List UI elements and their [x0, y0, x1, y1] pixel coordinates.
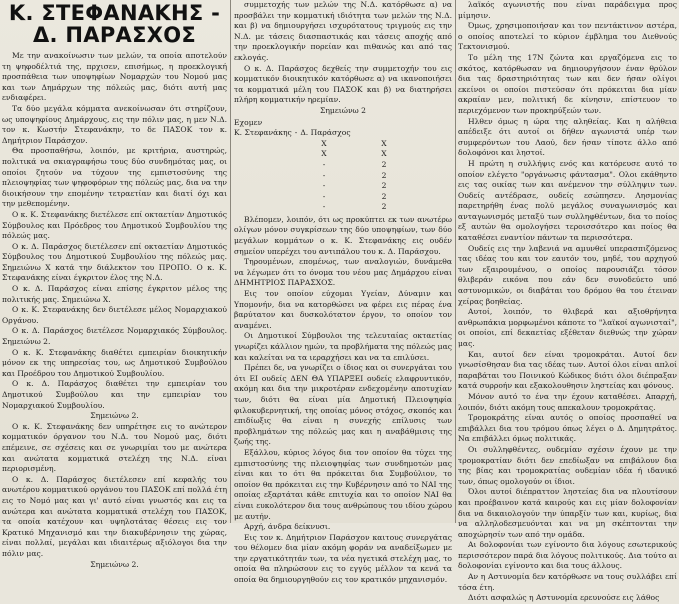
score-cell: -: [322, 170, 326, 180]
paragraph: Βλέπομεν, λοιπόν, ότι ως προκύπτει εκ των ανωτέρω ολίγων μόνον συγκρίσεων της δύο υποψηφίων, των δύο μεγάλων κομμάτων ο κ. Κ. Στεφανάκης εις ουδέν σημείον υπερέχει του αντιπάλου του κ. Δ. Παράσχου.: [234, 214, 452, 256]
score-cell: [234, 139, 294, 150]
score-header-dash: -: [294, 128, 298, 138]
score-cell: Χ: [321, 138, 327, 148]
score-cell: 2: [381, 159, 387, 169]
paragraph: Όμως, χρησιμοποιήσαν και τον πεντάκτινον αστέρα, ο οποίος αποτελεί το κύριον έμβλημα του Διεθνούς Τεκτονισμού.: [458, 21, 677, 52]
score-header-stefanakis: Κ. Στεφανάκης: [234, 128, 292, 138]
score-cell: Χ: [321, 149, 327, 159]
article-column-3: [458, 0, 677, 603]
paragraph: Εξάλλου, κύριος λόγος δια τον οποίον θα τύχει της εμπιστοσύνης της πλειοψηφίας των συνδημοτών μας είναι και το ότι θα πρόκειται δια Συμβούλιον, το οποίον θα πρόκειται εις την Κυβέρνησιν από το ΝΑΙ της οποίας εξαρτάται κάθε επιτυχία και το οποίον ΝΑΙ θα είναι ευκολότερον δια τους ανθρώπους του ιδίου χώρου με αυτήν.: [234, 447, 452, 521]
score-cell: -: [322, 159, 326, 169]
paragraph: Μόνον αυτό το ένα την έχουν καταθέσει. Απαρχή, λοιπόν, διότι ακόμη τους απεκαλουν τρομοκράτας.: [458, 391, 677, 412]
paragraph: Όλοι αυτοί διέπραττον ληστείας δια να πλουτίσουν και προέβαινον κατά καιρούς και εις μίαν δολοφονίαν δια να δικαιολογούν την ύπαρξίν των και, κυρίως, δια να αλληλοδεσμευόνται και να μη σκέπτονται την αποχώρησίν των από την ομάδα.: [458, 487, 677, 539]
paragraph: Πρέπει δε, να γνωρίζει ο ίδιος και οι συνεργάται του ότι ΕΙ ουδείς ΔΕΝ ΘΑ ΥΠΑΡΞΕΙ ουδείς ελαφρυντικόν, ακόμη και δια την μικροτέραν ενδεχομένην αποτυχίαν των, διότι θα είναι μία Δημοτική Πλειοψηφία φιλοκυβερνητική, της οποίας μόνος στόχος, σκοπός και επιδίωξις θα είναι η συνεχής επίλυσις των προβλημάτων της πόλεώς μας και η αναβάθμισις της ζωής της.: [234, 363, 452, 447]
paragraph: Ο κ. Δ. Παράσχος διετέλεσεν επί οκταετίαν Δημοτικός Σύμβουλος του Δημοτικού Συμβουλίου της πόλεώς μας. Σημειώνω Χ κατά την διάλεκτον του ΠΡΟΠΟ. Ο κ. Κ. Στεφανάκης είναι έγκριτον έλος της Ν.Δ.: [2, 241, 227, 283]
score-cell: [234, 181, 294, 192]
score-row: [234, 149, 452, 160]
paragraph: Σημειώνω 2.: [90, 411, 139, 421]
score-intro: Εχομεν: [234, 117, 263, 127]
column-divider: [230, 0, 231, 523]
paragraph: Αυτοί, λοιπόν, το θλιβερά και αξιοθρήνητα ανθρωπάκια μορφωμένοι κάποτε το "λαϊκοί αγωνισταί", οι οποίοι, επί δεκαετίας εξέθεταν διεθνώς την χώραν μας.: [458, 307, 677, 348]
paragraph: Οι συλληφθέντες, ουδεμίαν σχέσιν έχουν με την τρομοκρατίαν διότι δεν επεδίωξαν να επιβάλουν δια της βίας και τρομοκρατίας ουδεμίαν ιδέα ή ιδανικό των, όπως ομολογούν οι ίδιοι.: [458, 444, 677, 486]
paragraph: Ο κ. Δ. Παράσχος δεχθείς την συμμετοχήν του εις κομματικόν διοικητικόν κατόρθωσε α) να ικανοποιήσει τα κομματικά μέλη του ΠΑΣΟΚ και β) να διατηρήσει πλήρη κομματικήν ηρεμίαν.: [234, 63, 452, 105]
column-2-body-top: [234, 0, 452, 117]
paragraph: Τηρουμένων, επομένως, των αναλογιών, δυνάμεθα να λέγωμεν ότι το όνομα του νέου μας Δημάρχου είναι ΔΗΜΗΤΡΙΟΣ ΠΑΡΑΣΧΟΣ.: [234, 257, 452, 288]
headline-line-2: Δ. ΠΑΡΑΣΧΟΣ: [32, 23, 197, 47]
headline: [2, 2, 227, 46]
score-cell: 2: [381, 202, 387, 212]
score-cell: -: [322, 191, 326, 201]
score-rows: [234, 139, 452, 213]
score-cell: [234, 202, 294, 213]
paragraph: Ο κ. Δ. Παράσχος διαθέτει την εμπειρίαν του Δημοτικού Συμβούλου και την εμπειρίαν του Νομαρχιακού Συμβουλίου.: [2, 379, 227, 410]
score-cell: 2: [381, 191, 387, 201]
column-divider: [455, 0, 456, 523]
paragraph: Αι δολοφονίαι των εγίνοντο δια λόγους εσωτερικούς περισσότερον παρά δια λόγους πολιτικούς. Δια τούτο αι δολοφονίαι εγίνοντο και δια τους άλλους.: [458, 540, 677, 571]
paragraph: Τρομοκράτης είναι αυτός ο οποίος προσπαθεί να επιβάλλει δια του τρόμου όπως λέγει ο Δ. Δημητράτος. Να επιβάλλει όμως πολιτικάς.: [458, 413, 677, 444]
paragraph: Το μέλη της 17Ν ζώντα και εργαζόμενα εις το σκότος, κατόρθωσαν να δημιουργήσουν έναν θρύλον δια τας δραστηριότητας των και δεν ήσαν ολίγοι εκείνοι οι οποίοι πιστεύσαν ότι πρόκειται δια μίαν ακραίαν μεν, πολιτική δε κίνησιν, επίστευον το περιεχόμενον των προκηρύξεών των.: [458, 52, 677, 115]
score-header-paraschos: Δ. Παράσχος: [300, 128, 351, 138]
paragraph: Ο κ. Κ. Στεφανάκης δεν υπηρέτησε εις το ανώτερον κομματικόν όργανον του Ν.Δ. του Νομού μας, διότι επέμεινε, σε σχέσεις και σε γνωριμίαι του με ανώτερα και ανώτατα κομματικά στελέχη της Ν.Δ. είναι περιορισμένη.: [2, 421, 227, 474]
score-row: [234, 181, 452, 192]
paragraph: Θα προσπαθήσω, λοιπόν, με κριτήρια, αυστηρώς, πολιτικά να σκιαγραφήσω τους δύο συνδημότας μας, οι οποίοι ζητούν να τύχουν της εμπιστοσύνης της πλειοψηφίας των ψηφοφόρων της πόλεώς μας, δια να την διοικήσουν την επομένην τετραετίαν και διατί όχι και την μεθεπομένην.: [2, 146, 227, 209]
paragraph: Ο κ. Κ. Στεφανάκης δεν διετέλεσε μέλος Νομαρχιακού Οργάνου.: [2, 305, 227, 325]
headline-line-1: Κ. ΣΤΕΦΑΝΑΚΗΣ -: [8, 1, 221, 25]
score-cell: Χ: [381, 149, 387, 159]
article-column-1: [2, 0, 227, 569]
score-cell: [234, 149, 294, 160]
score-cell: -: [322, 202, 326, 212]
score-cell: 2: [381, 181, 387, 191]
paragraph: Η πρώτη η συλλήψις ενός και κατόρευσε αυτό το οποίον ελέγετο "οργάνωσις φάντασμα". Ολοι εκάθηντο εις τας οικίας των και ανέμενον την σύλληψιν των. Ουδείς αντέδρασε, ουδείς εσώπησεν. Λησμονίας παρετηρήθη ένας πολύ μεγάλος συναγωνισμός και ανταγωνισμός μεταξύ των συλληφθέντων, δια το ποίος εξ αυτών θα ομολογήσει τεροισσότερο και ποίος θα καταθέσει εναντίον πάντων τα περισσότερα.: [458, 158, 677, 243]
paragraph: Σημειώνω 2.: [90, 559, 139, 569]
score-cell: -: [322, 181, 326, 191]
score-row: [234, 139, 452, 150]
paragraph: Διότι ασφαλώς η Αστυνομία ερευνούσε εις λάθος: [468, 593, 660, 603]
paragraph: Με την ανακοίνωσιν των μελών, τα οποία αποτελούν τη ψηφοδέλτιά της, πρχισεν, επισήμως, η προεκλογική προσπάθεια των υποψηφίων Νομαρχών του Νομού μας και των Δημάρχων της πόλεώς μας, διότι αυτή μας ενδιαφέρει.: [2, 51, 227, 103]
paragraph: Ο κ. Κ. Στεφανάκης διετέλεσε επί οκταετίαν Δημοτικός Σύμβουλος και Πρόεδρος του Δημοτικού Συμβουλίου της πόλεώς μας.: [2, 209, 227, 241]
paragraph: Ουδείς εις την λαβενιά να αμυνθεί υπερασπιζόμενος τας ιδέας του και τον εαυτόν του, μηδέ, του αρχηγού των εξαιρουμένου, ο οποίος παρουσιάζει τόσον θλιβεράν εικόνα που εάν δεν συνοδεύετο υπό αστυνομικών, οι διαβάται του δρόμου θα του έτειναν χείρας βοηθείας.: [458, 243, 677, 306]
paragraph: Και, αυτοί δεν είναι τρομοκράται. Αυτοί δεν γνωσίσθησαν δια τας ιδέας των. Αυτοί όλοι είναι απλοί παραβάται του Ποινικού Κώδικος διότι όλοι διέπραξαν κατά συρροήν και εξακολουθησιν ληστείας και φόνους.: [458, 349, 677, 391]
score-header: [234, 128, 452, 139]
paragraph: Αρχή, άνδρα δείκνυσι.: [244, 522, 331, 532]
score-cell: 2: [381, 170, 387, 180]
paragraph: Ο κ. Δ. Παράσχος διετέλεσε Νομαρχιακός Σύμβουλος. Σημειώνω 2.: [2, 326, 227, 347]
column-1-body: [2, 51, 227, 570]
paragraph: Ο κ. Κ. Στεφανάκης διαθέτει εμπειρίαν διοικητικήν μόνον εκ της υπηρεσίας του, ως Δημοτικού Συμβούλου και Προέδρου του Δημοτικού Συμβουλίου.: [2, 347, 227, 378]
column-2-body-bottom: [234, 215, 452, 586]
paragraph: Οι Δημοτικοί Σύμβουλοι της τελευταίας οκταετίας γνωρίζει κάλλιον ημών, τα προβλήματα της πόλεώς μας και καλείται να τα ιεραρχήσει και να τα επιλύσει.: [234, 331, 452, 362]
paragraph: λαϊκός αγωνιστής που είναι παράδειγμα προς μίμησιν.: [458, 0, 677, 20]
score-cell: [234, 171, 294, 182]
article-column-2: [234, 0, 452, 585]
score-row: [234, 171, 452, 182]
paragraph: συμμετοχής των μελών της Ν.Δ. κατόρθωσε α) να προσβάλει την κομματική ιδιότητα των μελών της Ν.Δ. και β) να δημιουργήσει ισχυρότατους τριγμούς εις την Ν.Δ. με τάσεις διασπαστικάς και τάσεις αποχής από την προεκλογικήν πορείαν και πιθανώς και από τας εκλογάς.: [234, 0, 452, 62]
score-row: [234, 192, 452, 203]
paragraph: Εις τον οποίον εύχομαι Υγείαν, Δύναμιν και Υπομονήν, δια να κατορθώσει να φέρει εις πέρας ένα βαρύτατον και δυσκολότατον έργον, το οποίον τον αναμένει.: [234, 289, 452, 330]
paragraph: Ο κ. Δ. Παράσχος διετέλεσεν επί κεφαλής του ανωτέρου κομματικού οργάνου του ΠΑΣΟΚ επί πολλά έτη εις το Νομό μας και γι' αυτό είναι γνωστός και εις τα ανώτερα και ανώτατα κομματικά στελέχη του ΠΑΣΟΚ, τα οποία κατέχουν και υψηλοτάτας θέσεις εις τον Κρατικό Μηχανισμό και την διακυβέρνησιν της χώρας, είναι πολλαί, μεγάλαι και ιδιαιτέρως αξιόλογοι δια την πόλιν μας.: [2, 474, 227, 558]
score-cell: [234, 160, 294, 171]
paragraph: Ηλθεν όμως η ώρα της αληθείας. Και η αλήθεια απέδειξε ότι αυτοί οι δήθεν αγωνιστά υπέρ των συμφερόντων του Λαού, δεν ήσαν τίποτε άλλο από δολοφόνοι και ληστοί.: [458, 116, 677, 158]
paragraph: Σημειώνω 2: [319, 105, 366, 115]
paragraph: Αν η Αστυνομία δεν κατόρθωσε να τους συλλάβει επί τόσα έτη.: [458, 572, 677, 592]
paragraph: Ο κ. Δ. Παράσχος είναι επίσης έγκριτον μέλος της πολιτικής μας. Σημειώνω Χ.: [2, 284, 227, 304]
score-cell: Χ: [381, 138, 387, 148]
score-table: [234, 118, 452, 213]
column-3-body: [458, 0, 677, 604]
score-row: [234, 202, 452, 213]
paragraph: Εις τον κ. Δημήτριον Παράσχον καιτους συνεργάτας του θέλομεν δια μίαν ακόμη φοράν να αναδείξωμεν με την εργατικότητάν των, τα νέα ηγετικά στελέχη μας, το οποία θα πληρώσουν εις το εγγύς μέλλον τα κενά τα οποία θα δημιουργηθούν εις τον κρατικόν μηχανισμόν.: [234, 532, 452, 585]
paragraph: Τα δύο μεγάλα κόμματα ανεκοίνωσαν ότι στηρίζουν, ως υποψηφίους Δημάρχους, εις την πόλιν μας, η μεν Ν.Δ. τον κ. Κωστήν Στεφανάκην, το δε ΠΑΣΟΚ τον κ. Δημήτριον Παράσχον.: [2, 103, 227, 145]
score-row: [234, 160, 452, 171]
score-cell: [234, 192, 294, 203]
